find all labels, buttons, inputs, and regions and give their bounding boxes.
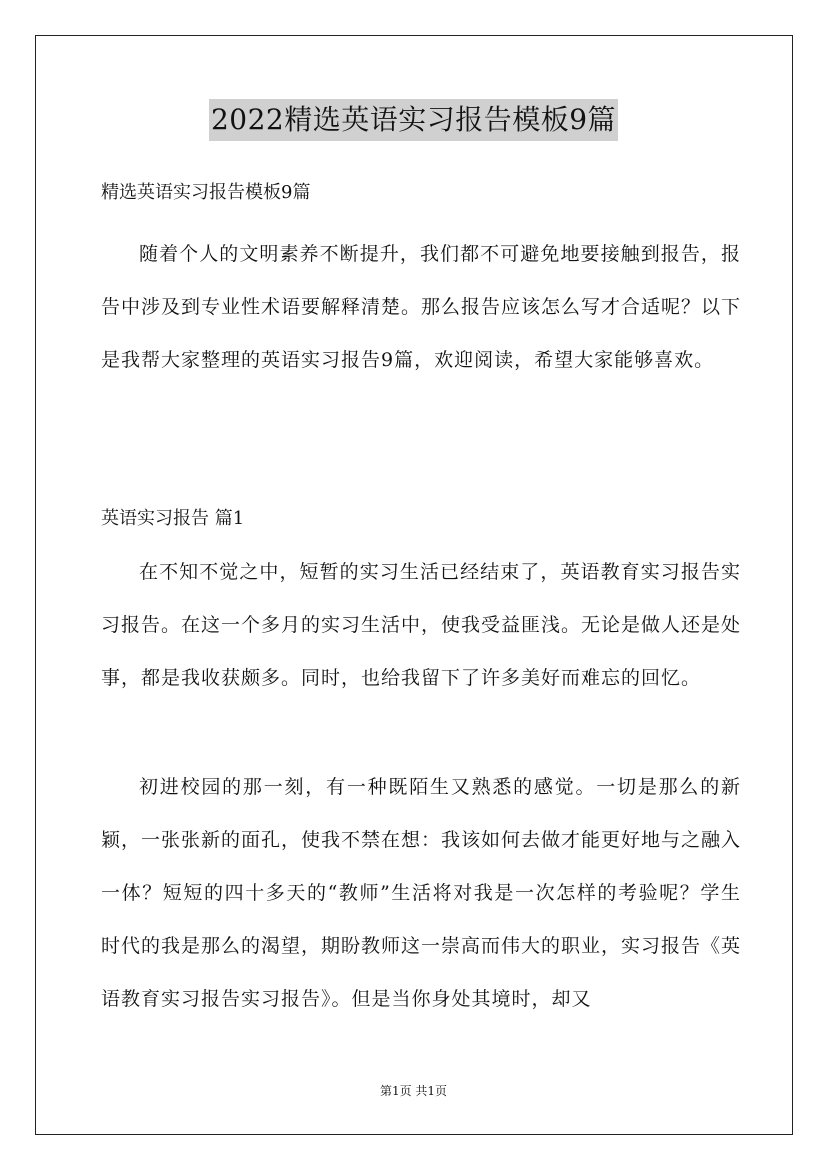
title-container xyxy=(0,99,827,141)
section-paragraph-1: 在不知不觉之中，短暂的实习生活已经结束了，英语教育实习报告实习报告。在这一个多月的实习生活中，使我受益匪浅。无论是做人还是处事，都是我收获颇多。同时，也给我留下了许多美好而难忘的回忆。 xyxy=(101,561,742,689)
intro-paragraph: 随着个人的文明素养不断提升，我们都不可避免地要接触到报告，报告中涉及到专业性术语要解释清楚。那么报告应该怎么写才合适呢？以下是我帮大家整理的英语实习报告9篇，欢迎阅读，希望大家能够喜欢。 xyxy=(101,243,742,371)
document-subtitle: 精选英语实习报告模板9篇 xyxy=(101,182,311,203)
section-heading: 英语实习报告 篇1 xyxy=(101,508,245,529)
page-footer: 第1页 共1页 xyxy=(379,1084,448,1098)
document-title: 2022精选英语实习报告模板9篇 xyxy=(209,99,618,141)
section-paragraph-2: 初进校园的那一刻，有一种既陌生又熟悉的感觉。一切是那么的新颖，一张张新的面孔，使我不禁在想：我该如何去做才能更好地与之融入一体？短短的四十多天的“教师”生活将对我是一次怎样的考验呢？学生时代的我是那么的渴望，期盼教师这一崇高而伟大的职业，实习报告《英语教育实习报告实习报告》。但是当你身处其境时，却又 xyxy=(101,776,742,1010)
